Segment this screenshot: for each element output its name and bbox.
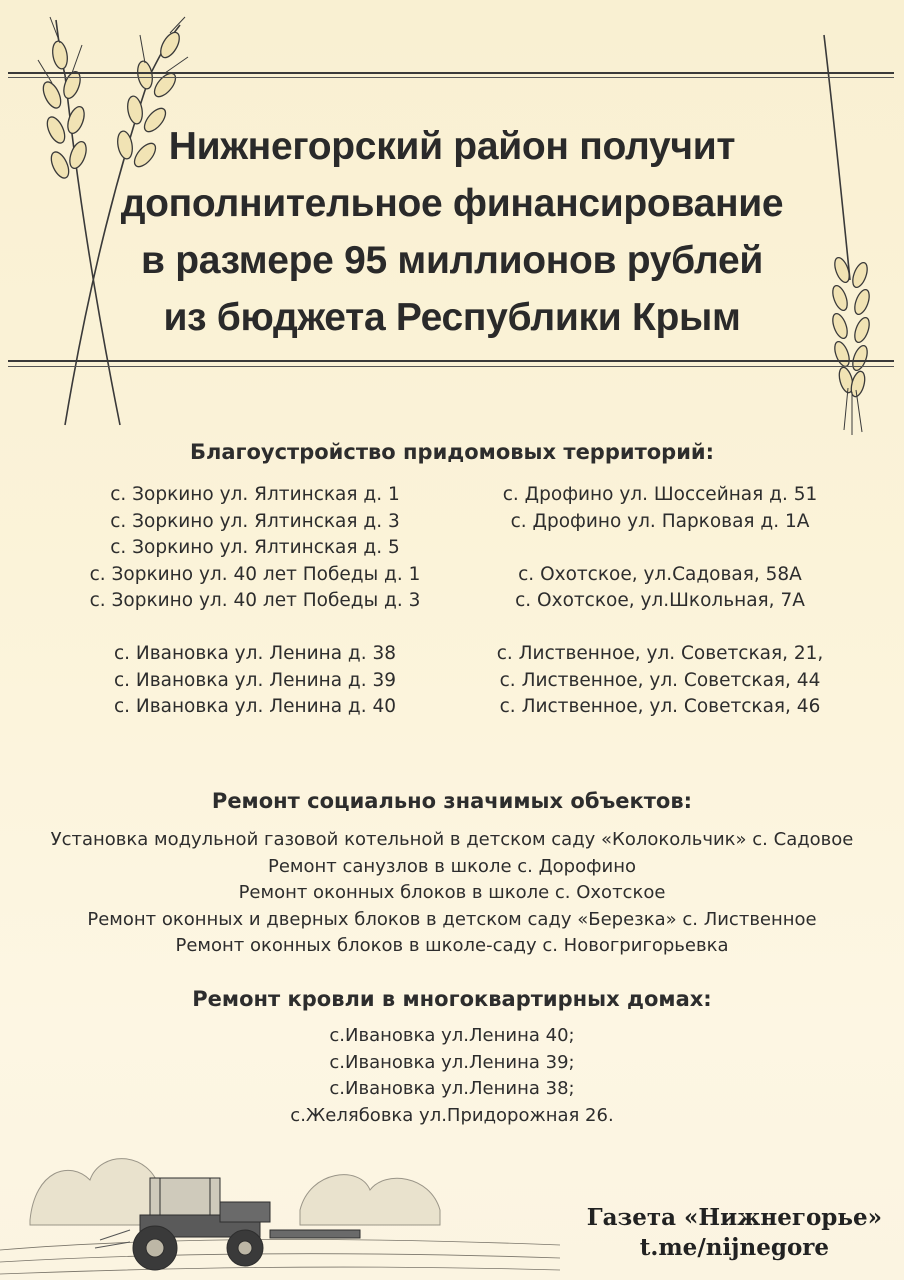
list-item: Ремонт оконных блоков в школе с. Охотское [238, 882, 666, 903]
list-item: Ремонт санузлов в школе с. Дорофино [268, 855, 636, 877]
title-line: из бюджета Республики Крым [163, 296, 741, 339]
list-item: Ремонт оконных и дверных блоков в детском саду «Березка» с. Лиственное [87, 908, 817, 930]
address-item: с. Зоркино ул. 40 лет Победы д. 1 [89, 563, 421, 585]
title-line: Нижнегорский район получит [168, 125, 736, 168]
addresses-left-column [50, 482, 460, 721]
address-spacer [455, 535, 865, 562]
address-item: с. Зоркино ул. Ялтинская д. 1 [110, 484, 400, 505]
section-heading-yard-improvement: Благоустройство придомовых территорий: [189, 440, 715, 464]
address-spacer [455, 615, 865, 642]
address-item: с. Дрофино ул. Шоссейная д. 51 [502, 484, 818, 505]
section-heading-social-repairs: Ремонт социально значимых объектов: [211, 789, 693, 813]
address-item: с. Лиственное, ул. Советская, 46 [499, 696, 821, 717]
address-item: с. Ивановка ул. Ленина д. 38 [113, 643, 397, 664]
address-item: с. Зоркино ул. Ялтинская д. 3 [110, 510, 400, 532]
address-item: с. Лиственное, ул. Советская, 21, [496, 643, 824, 664]
addresses-right-column [455, 482, 865, 721]
address-item: с. Охотское, ул.Школьная, 7А [515, 590, 805, 611]
list-item: Ремонт оконных блоков в школе-саду с. Новогригорьевка [175, 935, 729, 956]
title-line: в размере 95 миллионов рублей [140, 239, 764, 282]
address-spacer [50, 615, 460, 642]
social-repairs-list [0, 827, 904, 960]
footer [587, 1203, 882, 1263]
title-top-rule [8, 72, 894, 74]
list-item: с.Желябовка ул.Придорожная 26. [290, 1104, 614, 1126]
address-item: с. Лиственное, ул. Советская, 44 [499, 669, 821, 691]
tractor-field-sketch-icon [0, 1130, 560, 1280]
newspaper-name: Газета «Нижнегорье» [586, 1204, 882, 1231]
section-heading-roof-repairs: Ремонт кровли в многоквартирных домах: [192, 987, 712, 1011]
title-bottom-rule-inner [8, 366, 894, 367]
address-item: с. Зоркино ул. 40 лет Победы д. 3 [89, 590, 421, 611]
address-item: с. Ивановка ул. Ленина д. 40 [113, 696, 397, 717]
list-item: с.Ивановка ул.Ленина 39; [329, 1051, 575, 1073]
list-item: с.Ивановка ул.Ленина 38; [329, 1078, 575, 1099]
title-bottom-rule [8, 360, 894, 362]
address-item: с. Охотское, ул.Садовая, 58А [518, 563, 802, 585]
roof-repairs-list [0, 1023, 904, 1129]
address-item: с. Дрофино ул. Парковая д. 1А [510, 510, 810, 532]
title-top-rule-inner [8, 77, 894, 78]
address-item: с. Ивановка ул. Ленина д. 39 [113, 669, 397, 691]
address-item: с. Зоркино ул. Ялтинская д. 5 [110, 537, 400, 558]
page-title [60, 118, 844, 346]
telegram-link[interactable]: t.me/nijnegore [639, 1234, 830, 1261]
list-item: Установка модульной газовой котельной в детском саду «Колокольчик» с. Садовое [50, 829, 854, 850]
title-line: дополнительное финансирование [120, 182, 784, 225]
list-item: с.Ивановка ул.Ленина 40; [329, 1025, 575, 1046]
